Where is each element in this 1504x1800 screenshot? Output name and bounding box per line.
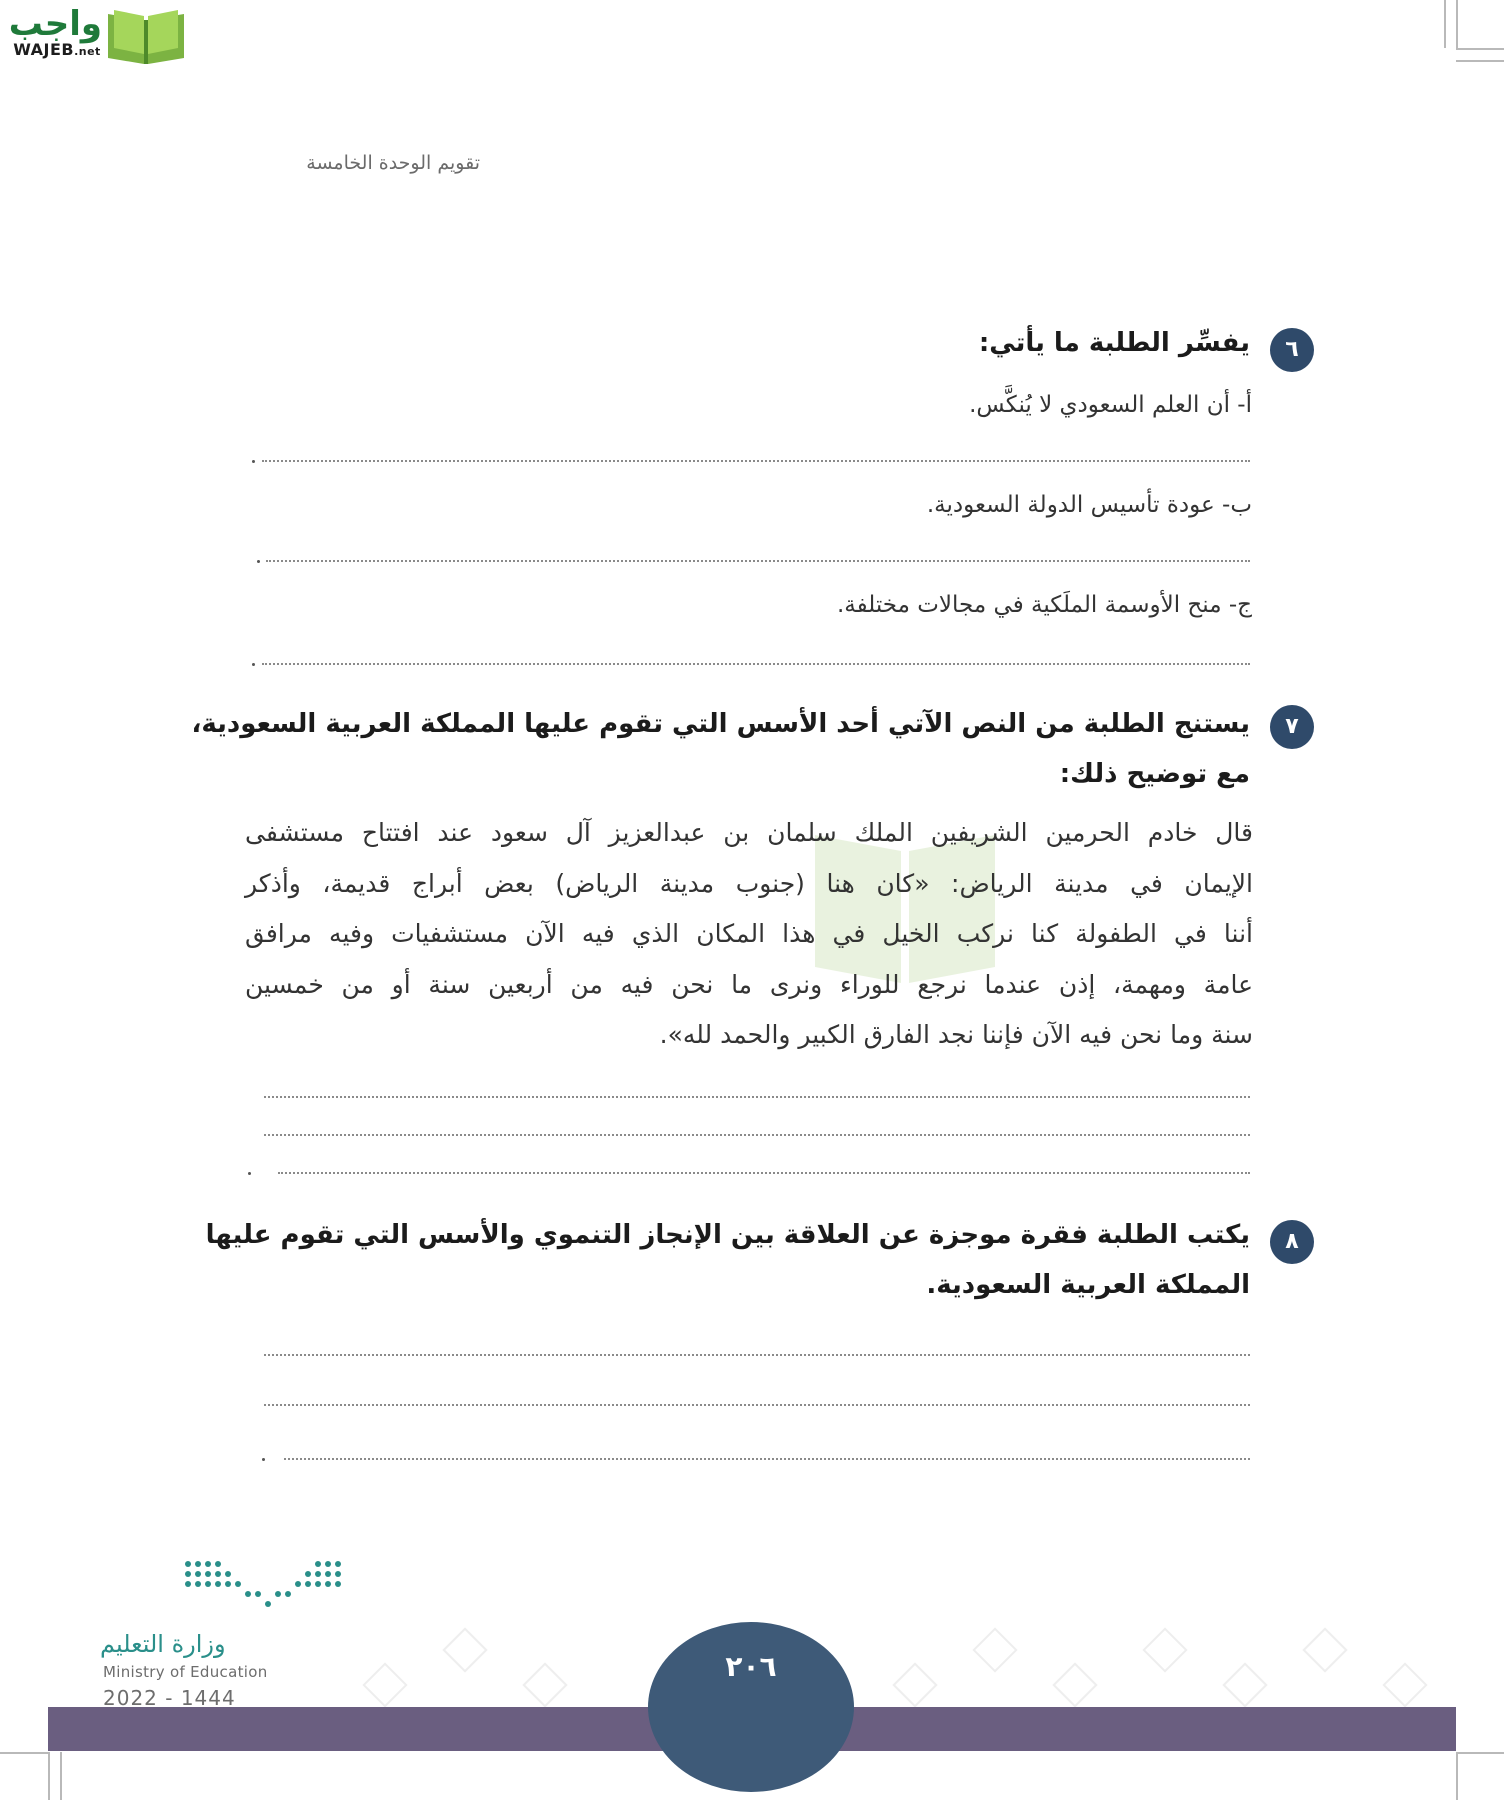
answer-line[interactable] bbox=[264, 1354, 1250, 1356]
decorative-pattern bbox=[330, 1610, 1456, 1710]
answer-line[interactable] bbox=[264, 1404, 1250, 1406]
question-7-title-line-2: مع توضيح ذلك: bbox=[1059, 759, 1250, 789]
passage-line: قال خادم الحرمين الشريفين الملك سلمان بن عبدالعزيز آل سعود عند افتتاح مستشفى bbox=[245, 818, 1253, 847]
running-head: تقويم الوحدة الخامسة bbox=[306, 152, 480, 174]
line-end-dot bbox=[248, 1172, 251, 1175]
passage-line: عامة ومهمة، إذن عندما نرجع للوراء ونرى ما نحن فيه من أربعين سنة أو من خمسين bbox=[245, 969, 1253, 999]
crop-mark bbox=[48, 1752, 50, 1800]
ministry-name-arabic: وزارة التعليم bbox=[100, 1630, 226, 1658]
answer-line[interactable] bbox=[284, 1458, 1250, 1460]
logo-wordmark bbox=[8, 4, 102, 60]
line-end-dot bbox=[252, 663, 255, 666]
answer-line[interactable] bbox=[262, 663, 1250, 665]
line-end-dot bbox=[262, 1458, 265, 1461]
page-number: ٢٠٦ bbox=[725, 1650, 777, 1683]
logo-arabic: واجب bbox=[8, 4, 102, 44]
logo-latin-text: WAJEB bbox=[13, 40, 75, 59]
answer-line[interactable] bbox=[266, 560, 1250, 562]
question-6-item-c: ج- منح الأوسمة الملَكية في مجالات مختلفة. bbox=[836, 592, 1252, 618]
crop-mark bbox=[1456, 1752, 1458, 1800]
answer-line[interactable] bbox=[278, 1172, 1250, 1174]
crop-mark bbox=[1456, 48, 1504, 50]
answer-line[interactable] bbox=[262, 460, 1250, 462]
book-icon bbox=[104, 4, 188, 66]
question-8-title-line-2: المملكة العربية السعودية. bbox=[926, 1270, 1250, 1300]
crop-mark bbox=[1456, 0, 1458, 48]
question-6-title: يفسِّر الطلبة ما يأتي: bbox=[978, 328, 1250, 358]
crop-mark bbox=[60, 1752, 62, 1800]
academic-year: 2022 - 1444 bbox=[103, 1686, 236, 1710]
question-7-title-line-1: يستنج الطلبة من النص الآتي أحد الأسس التي تقوم عليها المملكة العربية السعودية، bbox=[191, 709, 1250, 739]
question-7-badge: ٧ bbox=[1270, 705, 1314, 749]
logo-latin bbox=[12, 42, 102, 60]
line-end-dot bbox=[257, 560, 260, 563]
crop-mark bbox=[1444, 0, 1446, 48]
question-6-item-b: ب- عودة تأسيس الدولة السعودية. bbox=[926, 492, 1252, 518]
answer-line[interactable] bbox=[264, 1096, 1250, 1098]
passage-line: الإيمان في مدينة الرياض: «كان هنا (جنوب مدينة الرياض) بعض أبراج قديمة، وأذكر bbox=[245, 868, 1253, 898]
question-6-item-a: أ- أن العلم السعودي لا يُنكَّس. bbox=[969, 392, 1252, 418]
answer-line[interactable] bbox=[264, 1134, 1250, 1136]
line-end-dot bbox=[252, 460, 255, 463]
crop-mark bbox=[1456, 1752, 1504, 1754]
crop-mark bbox=[1456, 60, 1504, 62]
crop-mark bbox=[0, 1752, 48, 1754]
page-number-tab bbox=[648, 1622, 854, 1792]
quote-passage bbox=[245, 808, 1253, 1061]
ministry-name-english: Ministry of Education bbox=[103, 1663, 268, 1681]
question-8-badge: ٨ bbox=[1270, 1220, 1314, 1264]
question-8-title-line-1: يكتب الطلبة فقرة موجزة عن العلاقة بين الإنجاز التنموي والأسس التي تقوم عليها bbox=[205, 1220, 1250, 1250]
question-6-badge: ٦ bbox=[1270, 328, 1314, 372]
logo-suffix: .net bbox=[74, 45, 101, 58]
ministry-dots-logo-icon bbox=[182, 1558, 352, 1616]
passage-line: سنة وما نحن فيه الآن فإننا نجد الفارق الكبير والحمد لله». bbox=[659, 1020, 1253, 1049]
passage-line: أننا في الطفولة كنا نركب الخيل في هذا المكان الذي فيه الآن مستشفيات وفيه مرافق bbox=[245, 919, 1253, 948]
